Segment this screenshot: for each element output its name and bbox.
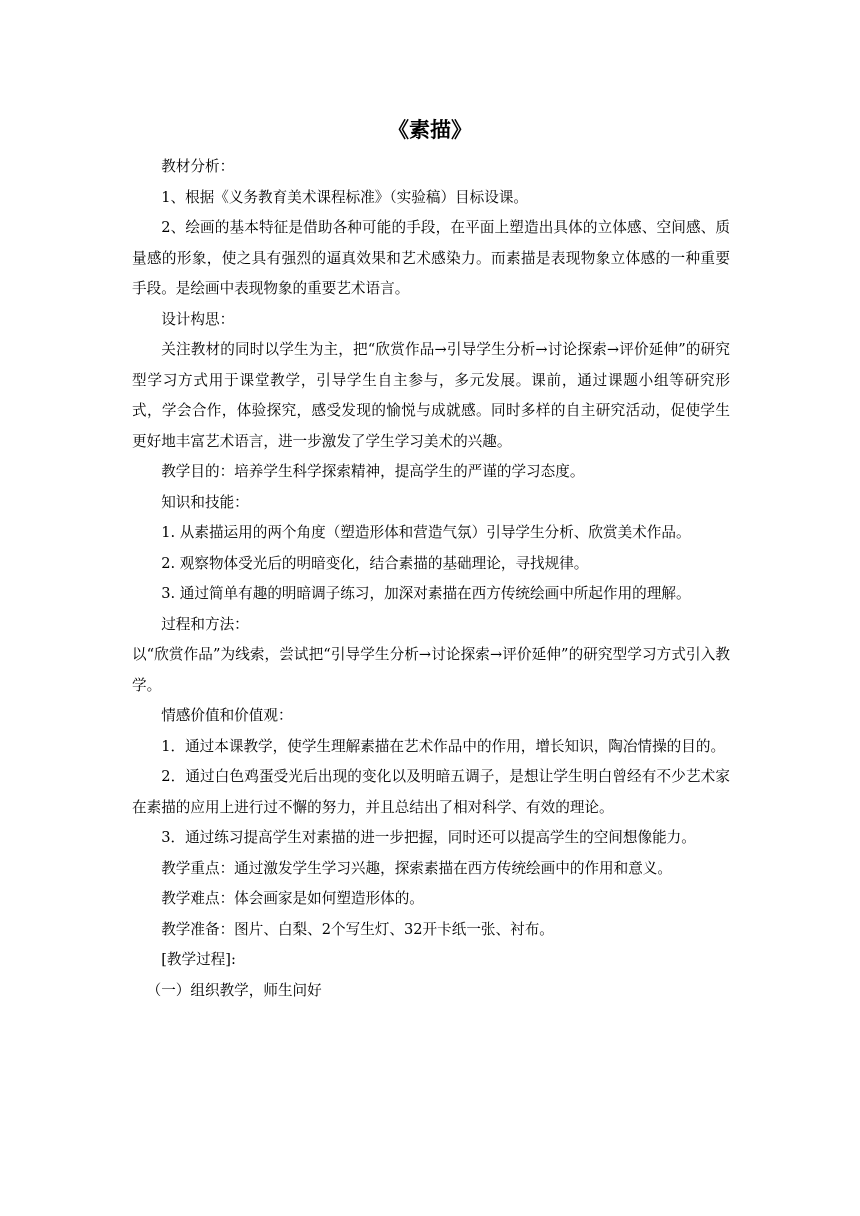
paragraph: 2、绘画的基本特征是借助各种可能的手段，在平面上塑造出具体的立体感、空间感、质量感的形象，使之具有强烈的逼真效果和艺术感染力。而素描是表现物象立体感的一种重要手段。是绘画中表现物象的重要艺术语言。 xyxy=(132,219,730,297)
paragraph: 教学目的：培养学生科学探索精神，提高学生的严谨的学习态度。 xyxy=(161,463,585,480)
paragraph: 3. 通过简单有趣的明暗调子练习，加深对素描在西方传统绘画中所起作用的理解。 xyxy=(161,585,691,602)
paragraph: 1．通过本课教学，使学生理解素描在艺术作品中的作用，增长知识，陶冶情操的目的。 xyxy=(161,737,726,755)
paragraph: 1、根据《义务教育美术课程标准》（实验稿）目标设课。 xyxy=(161,188,529,206)
paragraph: 关注教材的同时以学生为主，把“欣赏作品→引导学生分析→讨论探索→评价延伸”的研究型学习方式用于课堂教学，引导学生自主参与，多元发展。课前，通过课题小组等研究形式，学会合作，体验探究，感受发现的愉悦与成就感。同时多样的自主研究活动，促使学生更好地丰富艺术语言，进一步激发了学生学习美术的兴趣。 xyxy=(132,341,730,450)
paragraph: 1. 从素描运用的两个角度（塑造形体和营造气氛）引导学生分析、欣赏美术作品。 xyxy=(161,524,691,541)
paragraph: 知识和技能： xyxy=(161,493,249,511)
paragraph: 设计构思： xyxy=(161,310,235,328)
paragraph: 过程和方法： xyxy=(161,615,249,633)
paragraph: 2．通过白色鸡蛋受光后出现的变化以及明暗五调子，是想让学生明白曾经有不少艺术家在素描的应用上进行过不懈的努力，并且总结出了相对科学、有效的理论。 xyxy=(132,768,730,816)
paragraph: 情感价值和价值观： xyxy=(161,707,293,724)
paragraph: 教材分析： xyxy=(161,158,235,175)
paragraph: 3．通过练习提高学生对素描的进一步把握，同时还可以提高学生的空间想像能力。 xyxy=(161,829,696,846)
paragraph: 以“欣赏作品”为线索，尝试把“引导学生分析→讨论探索→评价延伸”的研究型学习方式引入教学。 xyxy=(132,646,730,694)
paragraph: （一）组织教学，师生问好 xyxy=(146,981,322,999)
document-title: 《素描》 xyxy=(388,117,472,142)
paragraph: 教学准备：图片、白梨、2个写生灯、32开卡纸一张、衬布。 xyxy=(161,920,554,938)
paragraph: [教学过程]: xyxy=(161,951,236,968)
paragraph: 教学难点：体会画家是如何塑造形体的。 xyxy=(161,890,424,907)
document-body xyxy=(132,152,730,1006)
paragraph: 2. 观察物体受光后的明暗变化，结合素描的基础理论，寻找规律。 xyxy=(161,554,589,572)
paragraph: 教学重点：通过激发学生学习兴趣，探索素描在西方传统绘画中的作用和意义。 xyxy=(161,859,672,877)
